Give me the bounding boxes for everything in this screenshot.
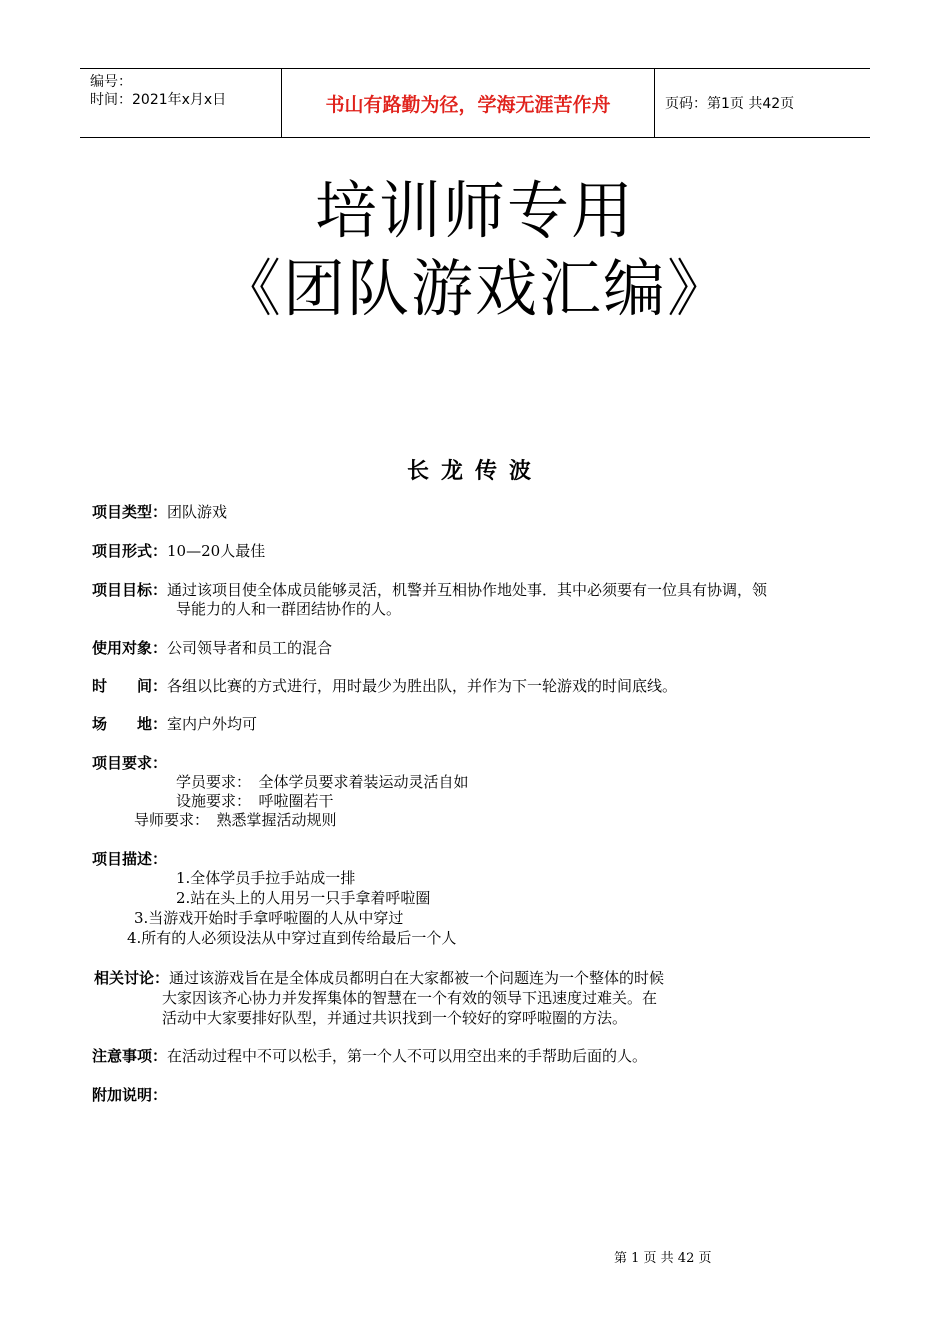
goal-label: 项目目标： xyxy=(92,581,168,599)
motto-text: 书山有路勤为径，学海无涯苦作舟 xyxy=(325,93,611,116)
time-row xyxy=(92,676,677,696)
req-label: 项目要求： xyxy=(92,754,168,772)
desc-label: 项目描述： xyxy=(92,850,168,868)
target-value: 公司领导者和员工的混合 xyxy=(167,639,333,657)
type-row xyxy=(92,502,227,522)
main-title-line1: 培训师专用 xyxy=(314,174,635,247)
time-label: 时间：2021年x月x日 xyxy=(90,92,227,108)
place-value: 室内户外均可 xyxy=(167,715,258,733)
disc-line2: 大家因该齐心协力并发挥集体的智慧在一个有效的领导下迅速度过难关。在 xyxy=(162,989,658,1007)
type-label: 项目类型： xyxy=(92,503,168,521)
goal-line1: 通过该项目使全体成员能够灵活，机警并互相协作地处事．其中必须要有一位具有协调，领 xyxy=(167,581,768,599)
disc-line1: 通过该游戏旨在是全体成员都明白在大家都被一个问题连为一个整体的时候 xyxy=(169,969,665,987)
note-row xyxy=(92,1046,647,1066)
desc-item-3: 3.当游戏开始时手拿呼啦圈的人从中穿过 xyxy=(134,909,404,927)
place-label: 场 地： xyxy=(92,715,168,733)
header-table xyxy=(80,68,870,138)
serial-label: 编号： xyxy=(90,74,132,90)
type-value: 团队游戏 xyxy=(167,503,228,521)
desc-item-2: 2.站在头上的人用另一只手拿着呼啦圈 xyxy=(176,889,431,907)
game-title: 长龙传波 xyxy=(406,459,543,484)
req-item-1: 学员要求： 全体学员要求着装运动灵活自如 xyxy=(176,773,469,791)
target-label: 使用对象： xyxy=(92,639,168,657)
page-footer: 第 1 页 共 42 页 xyxy=(614,1251,712,1266)
time-field-value: 各组以比赛的方式进行，用时最少为胜出队，并作为下一轮游戏的时间底线。 xyxy=(167,677,678,695)
note-label: 注意事项： xyxy=(92,1047,168,1065)
form-label: 项目形式： xyxy=(92,542,168,560)
goal-line2: 导能力的人和一群团结协作的人。 xyxy=(176,600,402,618)
time-field-label: 时 间： xyxy=(92,677,168,695)
disc-label: 相关讨论： xyxy=(94,969,170,987)
header-motto-cell xyxy=(281,69,655,137)
goal-row xyxy=(92,580,767,600)
desc-item-4: 4.所有的人必须设法从中穿过直到传给最后一个人 xyxy=(127,929,457,947)
req-item-3: 导师要求： 熟悉掌握活动规则 xyxy=(134,811,337,829)
note-value: 在活动过程中不可以松手，第一个人不可以用空出来的手帮助后面的人。 xyxy=(167,1047,648,1065)
target-row xyxy=(92,638,332,658)
place-row xyxy=(92,714,257,734)
desc-item-1: 1.全体学员手拉手站成一排 xyxy=(176,869,356,887)
disc-line3: 活动中大家要排好队型，并通过共识找到一个较好的穿呼啦圈的方法。 xyxy=(162,1009,628,1027)
form-row xyxy=(92,541,265,561)
disc-row xyxy=(94,968,664,988)
req-item-2: 设施要求： 呼啦圈若干 xyxy=(176,792,334,810)
main-title-line2: 《团队游戏汇编》 xyxy=(218,252,731,325)
page-info: 页码：第1页 共42页 xyxy=(665,96,795,112)
extra-label: 附加说明： xyxy=(92,1086,168,1104)
form-value: 10—20人最佳 xyxy=(167,542,266,560)
header-meta xyxy=(80,69,281,137)
